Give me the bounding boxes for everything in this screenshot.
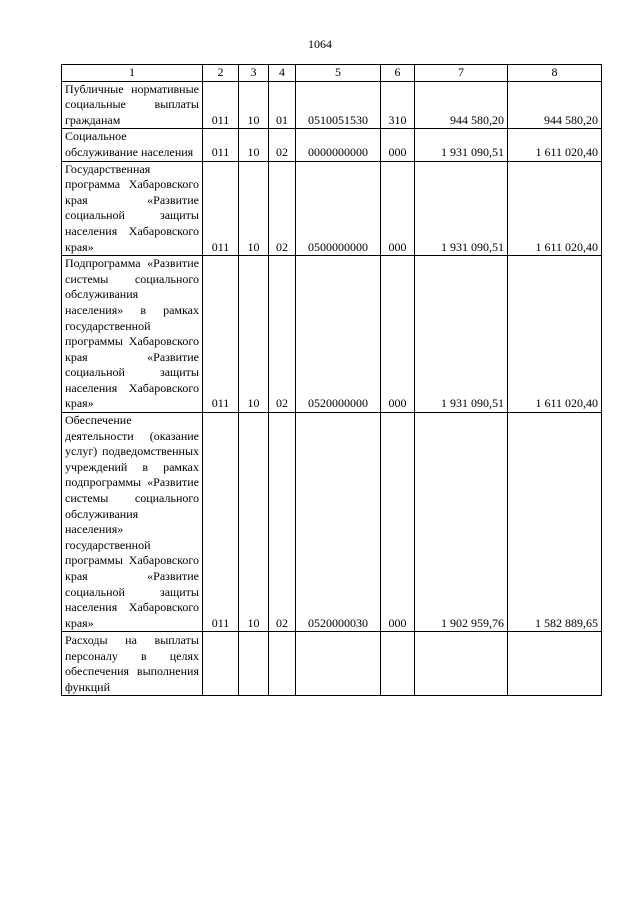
row-name-cell: Подпрограмма «Развитие системы социального обслуживания населения» в рамках государственной программы Хабаровского края «Развитие социальной защиты населения Хабаровского края»	[62, 256, 203, 413]
subsection-cell	[269, 632, 296, 696]
table-row	[62, 632, 602, 696]
page-number: 1064	[308, 37, 332, 51]
amount-cell-8: 1 611 020,40	[508, 256, 602, 413]
section-cell: 10	[239, 161, 269, 256]
header-cell-6: 6	[381, 65, 415, 82]
expense-type-cell: 310	[381, 81, 415, 129]
amount-cell-8: 1 582 889,65	[508, 413, 602, 632]
header-cell-8: 8	[508, 65, 602, 82]
header-cell-2: 2	[203, 65, 239, 82]
amount-cell-8	[508, 632, 602, 696]
target-article-cell: 0000000000	[296, 129, 381, 161]
subsection-cell: 02	[269, 129, 296, 161]
expense-type-cell: 000	[381, 129, 415, 161]
amount-cell-8: 944 580,20	[508, 81, 602, 129]
amount-cell-8: 1 611 020,40	[508, 129, 602, 161]
header-cell-1: 1	[62, 65, 203, 82]
expense-type-cell: 000	[381, 256, 415, 413]
subsection-cell: 01	[269, 81, 296, 129]
row-name-cell: Социальное обслуживание населения	[62, 129, 203, 161]
subsection-cell: 02	[269, 161, 296, 256]
header-row	[62, 65, 602, 82]
amount-cell-8: 1 611 020,40	[508, 161, 602, 256]
amount-cell-7: 1 931 090,51	[415, 129, 508, 161]
row-name-cell: Расходы на выплаты персоналу в целях обеспечения выполнения функций	[62, 632, 203, 696]
section-cell	[239, 632, 269, 696]
table-row	[62, 256, 602, 413]
expense-type-cell: 000	[381, 161, 415, 256]
row-name-cell: Обеспечение деятельности (оказание услуг) подведомственных учреждений в рамках подпрограммы «Развитие системы социального обслуживания населения» государственной программы Хабаровского края «Развитие социальной защиты населения Хабаровского края»	[62, 413, 203, 632]
target-article-cell: 0520000030	[296, 413, 381, 632]
row-name-cell: Публичные нормативные социальные выплаты гражданам	[62, 81, 203, 129]
amount-cell-7	[415, 632, 508, 696]
header-cell-7: 7	[415, 65, 508, 82]
target-article-cell: 0510051530	[296, 81, 381, 129]
target-article-cell: 0520000000	[296, 256, 381, 413]
header-cell-3: 3	[239, 65, 269, 82]
budget-table	[61, 64, 602, 696]
ministry-code-cell: 011	[203, 413, 239, 632]
header-cell-4: 4	[269, 65, 296, 82]
ministry-code-cell: 011	[203, 161, 239, 256]
expense-type-cell: 000	[381, 413, 415, 632]
ministry-code-cell	[203, 632, 239, 696]
table-row	[62, 413, 602, 632]
amount-cell-7: 1 902 959,76	[415, 413, 508, 632]
table-row	[62, 161, 602, 256]
subsection-cell: 02	[269, 256, 296, 413]
amount-cell-7: 1 931 090,51	[415, 256, 508, 413]
table-row	[62, 129, 602, 161]
section-cell: 10	[239, 81, 269, 129]
row-name-cell: Государственная программа Хабаровского края «Развитие социальной защиты населения Хабаровского края»	[62, 161, 203, 256]
section-cell: 10	[239, 256, 269, 413]
header-cell-5: 5	[296, 65, 381, 82]
ministry-code-cell: 011	[203, 81, 239, 129]
table-row	[62, 81, 602, 129]
section-cell: 10	[239, 413, 269, 632]
section-cell: 10	[239, 129, 269, 161]
subsection-cell: 02	[269, 413, 296, 632]
target-article-cell	[296, 632, 381, 696]
amount-cell-7: 1 931 090,51	[415, 161, 508, 256]
target-article-cell: 0500000000	[296, 161, 381, 256]
expense-type-cell	[381, 632, 415, 696]
ministry-code-cell: 011	[203, 256, 239, 413]
amount-cell-7: 944 580,20	[415, 81, 508, 129]
ministry-code-cell: 011	[203, 129, 239, 161]
